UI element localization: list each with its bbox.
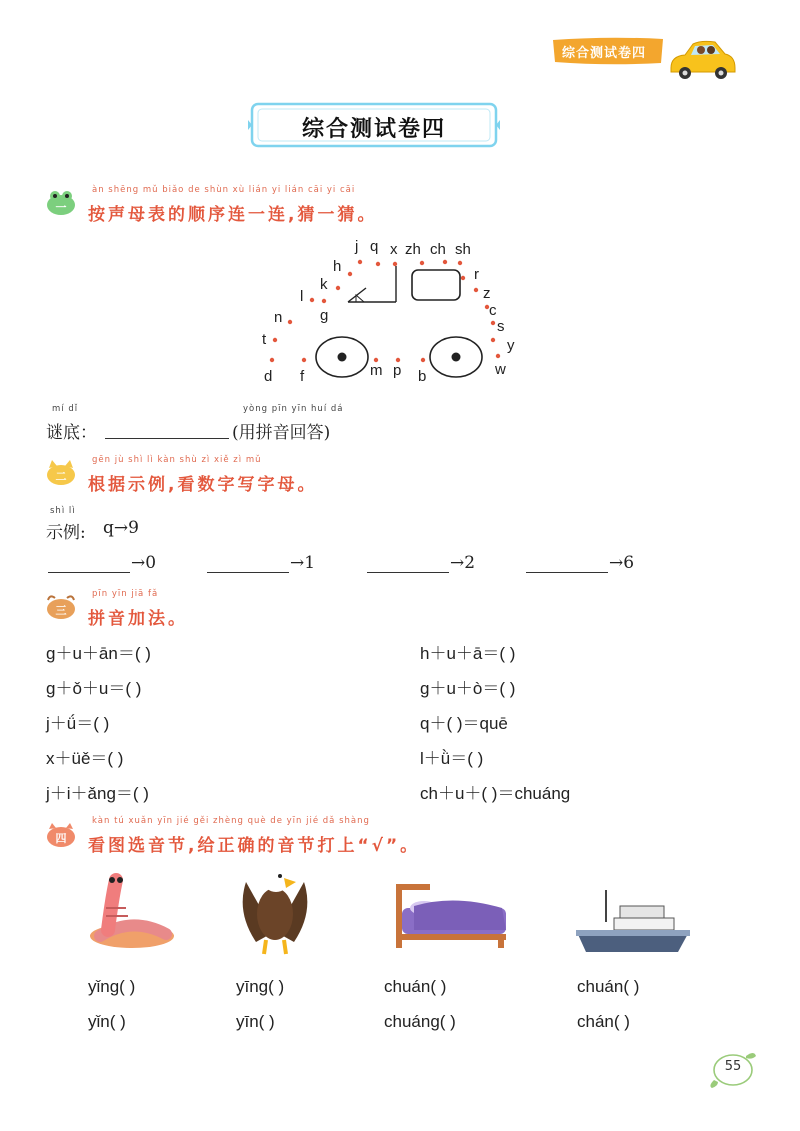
equation-left-2: g＋ǒ＋u＝( ): [46, 679, 142, 698]
dot-label-b: b: [418, 368, 427, 385]
dot-label-w: w: [495, 361, 506, 378]
equation-right-3: q＋( )＝quē: [420, 714, 508, 733]
dot-label-q: q: [370, 238, 379, 255]
dot-label-sh: sh: [455, 241, 471, 258]
header-tag-label: 综合测试卷四: [562, 46, 647, 61]
cat-badge-icon: [46, 460, 76, 486]
page-number: 55: [724, 1059, 742, 1074]
example-pinyin: shì lì: [50, 506, 76, 516]
eagle-picture: [236, 862, 314, 958]
q1-pinyin: àn shēng mǔ biǎo de shùn xù lián yi lián cāi yi cāi: [92, 185, 356, 195]
worm-picture: [86, 868, 178, 950]
svg-text:四: 四: [55, 832, 67, 845]
equation-left-3: j＋ǘ＝( ): [46, 714, 110, 733]
frog-badge-icon: [46, 190, 76, 216]
dot-label-j: j: [355, 238, 359, 255]
bed-option-2[interactable]: chuáng( ): [384, 1012, 456, 1031]
q3-pinyin: pīn yīn jiā fǎ: [92, 589, 159, 599]
eagle-option-2[interactable]: yīn( ): [236, 1012, 275, 1031]
svg-text:一: 一: [55, 201, 67, 214]
equation-left-5: j＋i＋ǎng＝( ): [46, 784, 149, 803]
dot-label-l: l: [300, 288, 304, 305]
worm-option-2[interactable]: yǐn( ): [88, 1012, 126, 1031]
digit-target-2: →2: [450, 553, 476, 573]
q4-instruction: 看图选音节,给正确的音节打上“√”。: [88, 836, 421, 856]
equation-right-4: l＋ǜ＝( ): [420, 749, 484, 768]
ox-badge-icon: [46, 594, 76, 620]
digit-target-1: →1: [290, 553, 316, 573]
example-value: q→9: [103, 518, 139, 538]
digit-blank-1[interactable]: [207, 554, 289, 573]
dot-label-g: g: [320, 307, 329, 324]
equation-right-2: g＋u＋ò＝( ): [420, 679, 516, 698]
dot-label-y: y: [507, 337, 515, 354]
car-icon: [665, 38, 737, 82]
answer-label-pinyin: mí dǐ: [52, 404, 79, 414]
q4-pinyin: kàn tú xuǎn yīn jié gěi zhèng què de yīn jié dǎ shàng: [92, 816, 370, 826]
dot-label-f: f: [300, 368, 305, 385]
q1-instruction: 按声母表的顺序连一连,猜一猜。: [88, 205, 378, 225]
dot-label-k: k: [320, 276, 328, 293]
bed-picture: [394, 880, 510, 952]
ship-option-1[interactable]: chuán( ): [577, 977, 640, 996]
svg-text:三: 三: [55, 604, 67, 617]
dot-label-p: p: [393, 362, 402, 379]
answer-label: 谜底：: [46, 423, 97, 443]
answer-hint: (用拼音回答): [232, 423, 331, 443]
digit-blank-6[interactable]: [526, 554, 608, 573]
equation-left-1: g＋u＋ān＝( ): [46, 644, 151, 663]
equation-left-4: x＋üě＝( ): [46, 749, 124, 768]
dot-label-r: r: [474, 266, 479, 283]
q3-instruction: 拼音加法。: [88, 609, 188, 629]
dot-label-zh: zh: [405, 241, 421, 258]
ship-option-2[interactable]: chán( ): [577, 1012, 630, 1031]
digit-target-6: →6: [609, 553, 635, 573]
page-title: 综合测试卷四: [301, 117, 446, 142]
q2-instruction: 根据示例,看数字写字母。: [88, 475, 318, 495]
equation-right-5: ch＋u＋( )＝chuáng: [420, 784, 571, 803]
q2-pinyin: gēn jù shì lì kàn shù zì xiě zì mǔ: [92, 455, 262, 465]
equation-right-1: h＋u＋ā＝( ): [420, 644, 516, 663]
dot-label-n: n: [274, 309, 283, 326]
digit-blank-0[interactable]: [48, 554, 130, 573]
dot-label-ch: ch: [430, 241, 446, 258]
dot-label-h: h: [333, 258, 342, 275]
dot-label-z: z: [483, 285, 491, 302]
dot-label-x: x: [390, 241, 398, 258]
bed-option-1[interactable]: chuán( ): [384, 977, 447, 996]
eagle-option-1[interactable]: yīng( ): [236, 977, 285, 996]
ship-picture: [574, 888, 694, 960]
dot-label-t: t: [262, 331, 267, 348]
tiger-badge-icon: [46, 822, 76, 848]
dot-label-c: c: [489, 302, 497, 319]
answer-blank[interactable]: [105, 420, 229, 439]
svg-text:二: 二: [55, 470, 67, 483]
dot-label-m: m: [370, 362, 383, 379]
example-label: 示例:: [46, 523, 86, 543]
digit-target-0: →0: [131, 553, 157, 573]
answer-hint-pinyin: yòng pīn yīn huí dá: [243, 404, 344, 414]
worm-option-1[interactable]: yǐng( ): [88, 977, 136, 996]
dot-label-s: s: [497, 318, 505, 335]
dot-label-d: d: [264, 368, 273, 385]
digit-blank-2[interactable]: [367, 554, 449, 573]
